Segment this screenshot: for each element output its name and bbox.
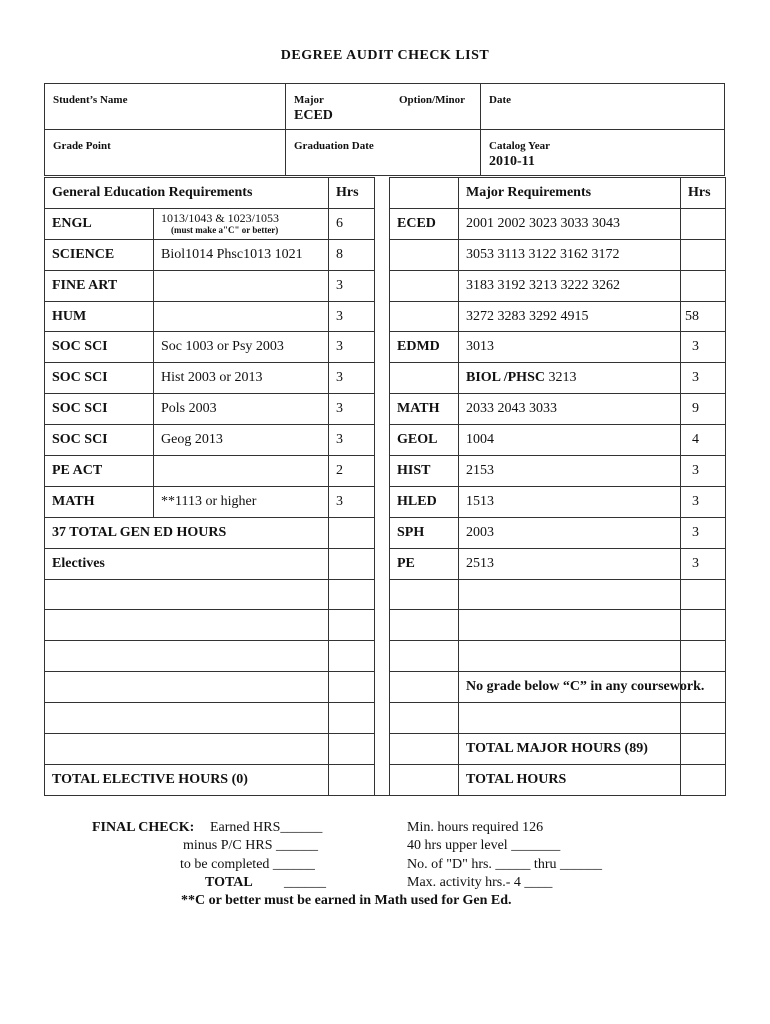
no-grade-note: No grade below “C” in any coursework. (459, 672, 681, 703)
students-name-label: Student’s Name (53, 94, 128, 106)
gen-ed-area: SOC SCI (45, 425, 154, 456)
table-row (45, 332, 726, 363)
table-row (45, 548, 726, 579)
gen-ed-area: SCIENCE (45, 239, 154, 270)
major-prefix: GEOL (390, 425, 459, 456)
major-courses: 1513 (459, 486, 681, 517)
major-label: Major (294, 94, 324, 106)
table-row (45, 270, 726, 301)
major-cell[interactable] (286, 84, 481, 130)
page-title: DEGREE AUDIT CHECK LIST (280, 48, 490, 63)
gen-ed-hrs: 3 (329, 425, 375, 456)
table-row (45, 672, 726, 703)
table-row (45, 456, 726, 487)
major-hrs-heading: Hrs (681, 178, 726, 209)
major-courses: 2001 2002 3023 3033 3043 (459, 208, 681, 239)
gen-ed-area: MATH (45, 486, 154, 517)
grade-point-cell[interactable] (45, 130, 286, 176)
elective-entry[interactable] (45, 610, 329, 641)
catalog-year-value: 2010-11 (489, 154, 535, 169)
to-be-completed[interactable]: to be completed ______ (180, 857, 315, 872)
gen-ed-courses: Biol1014 Phsc1013 1021 (154, 239, 329, 270)
gen-ed-area: SOC SCI (45, 394, 154, 425)
gen-ed-area: ENGL (45, 208, 154, 239)
elective-entry[interactable] (45, 641, 329, 672)
major-hrs: 3 (681, 363, 726, 394)
gen-ed-hrs: 3 (329, 332, 375, 363)
table-row (45, 610, 726, 641)
gen-ed-area: PE ACT (45, 456, 154, 487)
gen-ed-courses: **1113 or higher (154, 486, 329, 517)
major-prefix (390, 363, 459, 394)
table-row (45, 579, 726, 610)
gen-ed-hrs: 3 (329, 270, 375, 301)
major-prefix (390, 239, 459, 270)
requirements-table (44, 177, 726, 796)
gen-ed-hrs: 6 (329, 208, 375, 239)
major-hrs: 4 (681, 425, 726, 456)
major-hrs: 3 (681, 486, 726, 517)
max-activity-hrs[interactable]: Max. activity hrs.- 4 ____ (407, 875, 553, 890)
final-check-label: FINAL CHECK: (92, 820, 195, 835)
gen-ed-courses[interactable] (154, 270, 329, 301)
gen-ed-hrs: 2 (329, 456, 375, 487)
minus-pc-hrs[interactable]: minus P/C HRS ______ (183, 838, 318, 853)
gen-ed-hrs: 3 (329, 394, 375, 425)
min-hours-required: Min. hours required 126 (407, 820, 544, 835)
gen-ed-note: (must make a"C" or better) (171, 224, 279, 235)
elective-entry[interactable] (45, 672, 329, 703)
major-hrs: 9 (681, 394, 726, 425)
table-row (45, 363, 726, 394)
total-gen-ed-label: 37 TOTAL GEN ED HOURS (45, 517, 329, 548)
major-hrs: 3 (681, 548, 726, 579)
total-hours-label: TOTAL HOURS (459, 764, 681, 795)
gen-ed-area: HUM (45, 301, 154, 332)
gen-ed-hrs: 3 (329, 301, 375, 332)
gen-ed-courses: Geog 2013 (154, 425, 329, 456)
table-row (45, 486, 726, 517)
catalog-year-label: Catalog Year (489, 140, 550, 152)
upper-level-hrs[interactable]: 40 hrs upper level _______ (407, 838, 561, 853)
major-courses: 2153 (459, 456, 681, 487)
gen-ed-courses: Soc 1003 or Psy 2003 (154, 332, 329, 363)
gen-ed-hrs: 3 (329, 486, 375, 517)
table-row (45, 641, 726, 672)
table-row (45, 734, 726, 765)
total-blank[interactable]: ______ (284, 875, 326, 890)
catalog-year-cell[interactable] (481, 130, 725, 176)
gen-ed-courses: Pols 2003 (154, 394, 329, 425)
gen-ed-hrs-heading: Hrs (329, 178, 375, 209)
major-hrs: 58 (681, 301, 726, 332)
gen-ed-courses[interactable] (154, 456, 329, 487)
major-hrs (681, 270, 726, 301)
major-courses: 2513 (459, 548, 681, 579)
major-prefix (390, 270, 459, 301)
table-row (45, 764, 726, 795)
students-name-cell[interactable] (45, 84, 286, 130)
major-prefix: SPH (390, 517, 459, 548)
major-hrs: 3 (681, 456, 726, 487)
major-prefix: EDMD (390, 332, 459, 363)
table-row (45, 703, 726, 734)
major-courses: 3183 3192 3213 3222 3262 (459, 270, 681, 301)
total-label: TOTAL (205, 875, 253, 890)
table-row (45, 301, 726, 332)
major-prefix: HLED (390, 486, 459, 517)
date-label: Date (489, 94, 511, 106)
table-row (45, 208, 726, 239)
major-courses: 3272 3283 3292 4915 (459, 301, 681, 332)
graduation-date-cell[interactable] (286, 130, 481, 176)
major-courses: 3213 (548, 370, 577, 386)
major-courses-cell (459, 363, 681, 394)
elective-entry[interactable] (45, 703, 329, 734)
math-note: **C or better must be earned in Math used for Gen Ed. (181, 893, 512, 908)
major-courses: 2033 2043 3033 (459, 394, 681, 425)
table-row (45, 394, 726, 425)
grade-point-label: Grade Point (53, 140, 111, 152)
elective-entry[interactable] (45, 579, 329, 610)
major-value: ECED (294, 108, 333, 123)
major-courses-bold: BIOL /PHSC (466, 370, 545, 386)
total-major-hours-label: TOTAL MAJOR HOURS (89) (459, 734, 681, 765)
gen-ed-area: SOC SCI (45, 363, 154, 394)
student-info-table (44, 83, 725, 176)
major-prefix: ECED (390, 208, 459, 239)
major-prefix: MATH (390, 394, 459, 425)
gen-ed-courses: 1013/1043 & 1023/1053 (161, 210, 280, 225)
gen-ed-courses: Hist 2003 or 2013 (154, 363, 329, 394)
major-hrs (681, 239, 726, 270)
total-gen-ed-hrs[interactable] (329, 517, 375, 548)
major-courses: 3013 (459, 332, 681, 363)
major-courses: 2003 (459, 517, 681, 548)
major-prefix: HIST (390, 456, 459, 487)
major-heading: Major Requirements (459, 178, 681, 209)
table-row (45, 239, 726, 270)
gen-ed-hrs: 8 (329, 239, 375, 270)
major-prefix (390, 301, 459, 332)
major-hrs: 3 (681, 517, 726, 548)
major-hrs (681, 208, 726, 239)
major-courses: 1004 (459, 425, 681, 456)
table-row (45, 425, 726, 456)
date-cell[interactable] (481, 84, 725, 130)
gen-ed-area: FINE ART (45, 270, 154, 301)
gen-ed-hrs: 3 (329, 363, 375, 394)
table-row (45, 517, 726, 548)
option-minor-label: Option/Minor (399, 94, 466, 106)
elective-entry[interactable] (45, 734, 329, 765)
major-courses: 3053 3113 3122 3162 3172 (459, 239, 681, 270)
earned-hrs[interactable]: Earned HRS______ (210, 820, 323, 835)
graduation-date-label: Graduation Date (294, 140, 374, 152)
d-hrs[interactable]: No. of "D" hrs. _____ thru ______ (407, 857, 602, 872)
major-hrs: 3 (681, 332, 726, 363)
gen-ed-area: SOC SCI (45, 332, 154, 363)
gen-ed-heading: General Education Requirements (45, 178, 329, 209)
electives-label: Electives (45, 548, 329, 579)
major-prefix: PE (390, 548, 459, 579)
gen-ed-courses[interactable] (154, 301, 329, 332)
total-elective-hours-label: TOTAL ELECTIVE HOURS (0) (45, 764, 329, 795)
